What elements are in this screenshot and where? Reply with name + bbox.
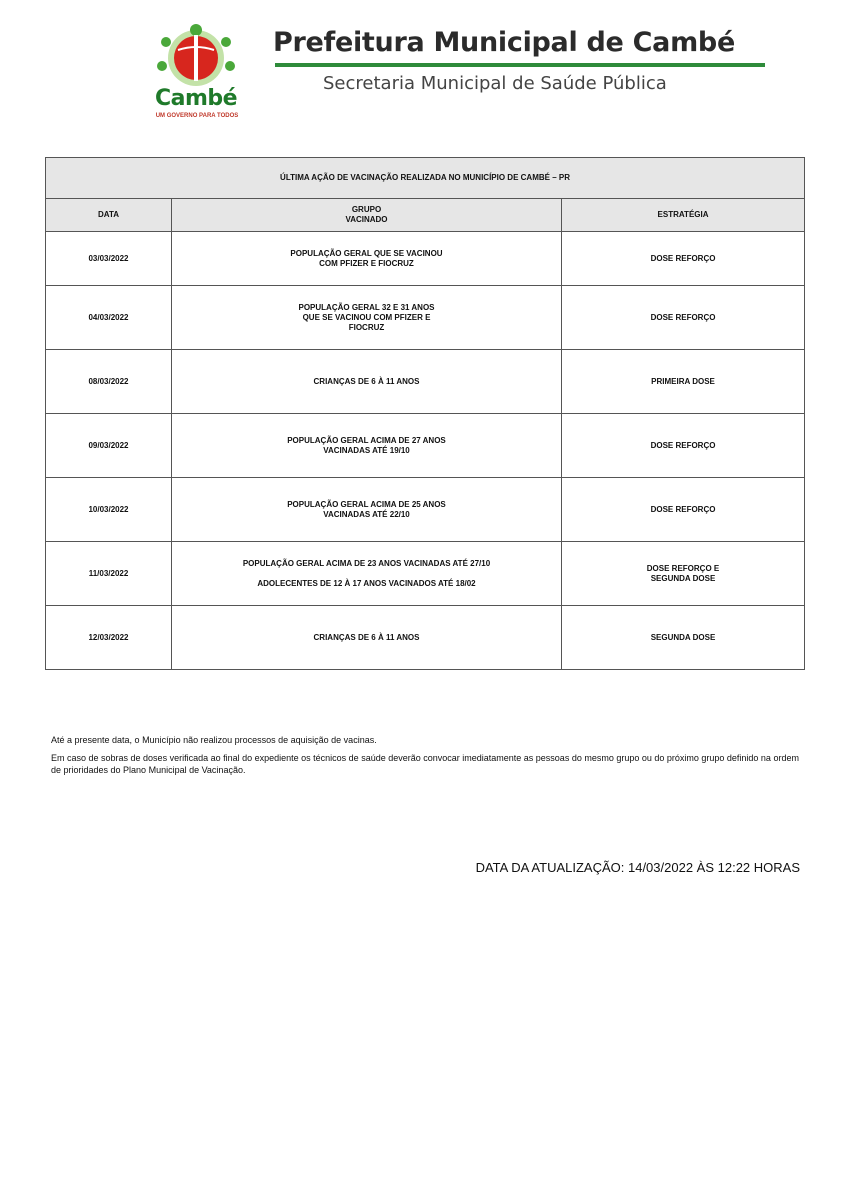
row-date: 03/03/2022 <box>46 232 172 286</box>
logo-tagline: UM GOVERNO PARA TODOS <box>155 113 239 119</box>
row-group: POPULAÇÃO GERAL QUE SE VACINOU COM PFIZER E FIOCRUZ <box>172 232 562 286</box>
row-strategy: DOSE REFORÇO <box>562 286 805 350</box>
logo-name: Cambé <box>154 86 238 111</box>
column-header-group: GRUPO VACINADO <box>172 199 562 232</box>
column-header-date: DATA <box>46 199 172 232</box>
row-strategy: DOSE REFORÇO E SEGUNDA DOSE <box>562 542 805 606</box>
row-date: 04/03/2022 <box>46 286 172 350</box>
table-row <box>46 350 805 414</box>
row-strategy: PRIMEIRA DOSE <box>562 350 805 414</box>
notes <box>51 734 806 782</box>
row-date: 11/03/2022 <box>46 542 172 606</box>
row-strategy: DOSE REFORÇO <box>562 478 805 542</box>
note-acquisition: Até a presente data, o Município não realizou processos de aquisição de vacinas. <box>51 735 377 745</box>
column-header-strategy: ESTRATÉGIA <box>562 199 805 232</box>
table-title: ÚLTIMA AÇÃO DE VACINAÇÃO REALIZADA NO MUNICÍPIO DE CAMBÉ – PR <box>46 158 805 199</box>
row-date: 12/03/2022 <box>46 606 172 670</box>
page-subtitle: Secretaria Municipal de Saúde Pública <box>323 73 667 94</box>
row-group: POPULAÇÃO GERAL 32 E 31 ANOS QUE SE VACINOU COM PFIZER E FIOCRUZ <box>172 286 562 350</box>
update-timestamp: DATA DA ATUALIZAÇÃO: 14/03/2022 ÀS 12:22 HORAS <box>475 860 800 875</box>
row-group: POPULAÇÃO GERAL ACIMA DE 27 ANOS VACINADAS ATÉ 19/10 <box>172 414 562 478</box>
row-strategy: DOSE REFORÇO <box>562 414 805 478</box>
row-group: POPULAÇÃO GERAL ACIMA DE 25 ANOS VACINADAS ATÉ 22/10 <box>172 478 562 542</box>
row-group: CRIANÇAS DE 6 À 11 ANOS <box>172 606 562 670</box>
table-row <box>46 478 805 542</box>
row-date: 08/03/2022 <box>46 350 172 414</box>
row-date: 09/03/2022 <box>46 414 172 478</box>
row-group: CRIANÇAS DE 6 À 11 ANOS <box>172 350 562 414</box>
table-row <box>46 286 805 350</box>
table-row <box>46 606 805 670</box>
table-row <box>46 232 805 286</box>
cambe-emblem-icon <box>148 22 244 88</box>
row-strategy: SEGUNDA DOSE <box>562 606 805 670</box>
vaccination-table <box>45 157 805 670</box>
header-divider <box>275 63 765 67</box>
row-strategy: DOSE REFORÇO <box>562 232 805 286</box>
row-group: POPULAÇÃO GERAL ACIMA DE 23 ANOS VACINADAS ATÉ 27/10 ADOLECENTES DE 12 À 17 ANOS VACINADOS ATÉ 18/02 <box>172 542 562 606</box>
page-title: Prefeitura Municipal de Cambé <box>273 27 735 58</box>
row-date: 10/03/2022 <box>46 478 172 542</box>
cambe-logo <box>140 22 250 122</box>
note-leftover-doses: Em caso de sobras de doses verificada ao final do expediente os técnicos de saúde deverão convocar imediatamente as pessoas do mesmo grupo ou do próximo grupo definido na ordem de prioridades do Plano Municipal de Vacinação. <box>51 753 799 775</box>
table-row <box>46 542 805 606</box>
table-row <box>46 414 805 478</box>
